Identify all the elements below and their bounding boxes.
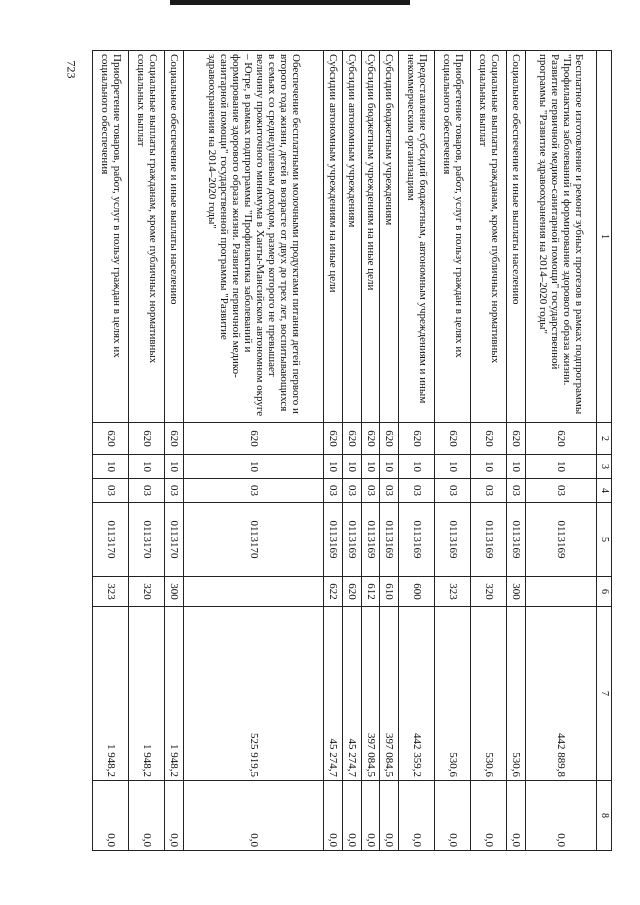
row-subsection-code: 03	[380, 479, 399, 503]
row-amount: 442 359,2	[399, 607, 435, 781]
row-ministry-code: 620	[435, 423, 471, 455]
row-section-code: 10	[342, 455, 361, 479]
row-expense-type-code	[184, 577, 324, 607]
row-ministry-code: 620	[526, 423, 597, 455]
row-target-item-code: 0113169	[435, 503, 471, 577]
row-ministry-code: 620	[361, 423, 380, 455]
row-section-code: 10	[129, 455, 165, 479]
row-amount: 1 948,2	[129, 607, 165, 781]
row-expense-type-code: 622	[324, 577, 343, 607]
header-row	[597, 51, 612, 851]
table-row	[184, 51, 324, 851]
row-subsection-code: 03	[129, 479, 165, 503]
table-row	[435, 51, 471, 851]
header-cell: 5	[597, 503, 612, 577]
row-ministry-code: 620	[507, 423, 526, 455]
row-description: Социальные выплаты гражданам, кроме публичных нормативных социальных выплат	[129, 51, 165, 423]
table-row	[471, 51, 507, 851]
row-section-code: 10	[184, 455, 324, 479]
row-description: Обеспечение бесплатными молочными продуктами питания детей первого и второго года жизни, детей в возрасте от двух до трех лет, воспитывающихся в семьях со среднедушевым доходом, размер которого не превышает величину прожиточного минимума в Ханты-Мансийском автономном округе – Югре, в рамках подпрограммы "Профилактика заболеваний и формирование здорового образа жизни. Развитие первичной медико-санитарной помощи" государственной программы "Развитие здравоохранения на 2014–2020 годы"	[184, 51, 324, 423]
row-expense-type-code: 320	[471, 577, 507, 607]
table-row	[526, 51, 597, 851]
row-section-code: 10	[399, 455, 435, 479]
row-expense-type-code: 300	[507, 577, 526, 607]
row-ministry-code: 620	[342, 423, 361, 455]
row-amount-2: 0,0	[380, 781, 399, 851]
row-ministry-code: 620	[165, 423, 184, 455]
table-row	[507, 51, 526, 851]
row-amount-2: 0,0	[184, 781, 324, 851]
row-description: Субсидии автономным учреждениям	[342, 51, 361, 423]
table-row	[399, 51, 435, 851]
row-expense-type-code: 320	[129, 577, 165, 607]
budget-table	[92, 50, 612, 851]
row-amount-2: 0,0	[129, 781, 165, 851]
row-section-code: 10	[165, 455, 184, 479]
row-amount: 45 274,7	[324, 607, 343, 781]
row-description: Субсидии бюджетным учреждениям на иные цели	[361, 51, 380, 423]
row-target-item-code: 0113169	[507, 503, 526, 577]
row-expense-type-code: 612	[361, 577, 380, 607]
header-cell: 6	[597, 577, 612, 607]
row-amount-2: 0,0	[324, 781, 343, 851]
scan-top-bar	[170, 0, 410, 5]
row-description: Субсидии автономным учреждениям на иные цели	[324, 51, 343, 423]
row-amount: 442 889,8	[526, 607, 597, 781]
row-section-code: 10	[526, 455, 597, 479]
row-description: Социальное обеспечение и иные выплаты населению	[165, 51, 184, 423]
row-expense-type-code: 620	[342, 577, 361, 607]
row-amount-2: 0,0	[435, 781, 471, 851]
row-target-item-code: 0113170	[93, 503, 129, 577]
row-section-code: 10	[361, 455, 380, 479]
row-expense-type-code: 323	[435, 577, 471, 607]
row-subsection-code: 03	[435, 479, 471, 503]
row-subsection-code: 03	[324, 479, 343, 503]
row-section-code: 10	[93, 455, 129, 479]
table-row	[342, 51, 361, 851]
row-section-code: 10	[471, 455, 507, 479]
row-description: Социальное обеспечение и иные выплаты населению	[507, 51, 526, 423]
row-description: Предоставление субсидий бюджетным, автономным учреждениям и иным некоммерческим организациям	[399, 51, 435, 423]
row-subsection-code: 03	[507, 479, 526, 503]
row-target-item-code: 0113169	[526, 503, 597, 577]
row-description: Социальные выплаты гражданам, кроме публичных нормативных социальных выплат	[471, 51, 507, 423]
row-description: Субсидии бюджетным учреждениям	[380, 51, 399, 423]
row-target-item-code: 0113170	[129, 503, 165, 577]
row-section-code: 10	[380, 455, 399, 479]
row-amount-2: 0,0	[471, 781, 507, 851]
table-row	[361, 51, 380, 851]
row-amount-2: 0,0	[361, 781, 380, 851]
row-amount: 397 084,5	[380, 607, 399, 781]
row-ministry-code: 620	[399, 423, 435, 455]
row-expense-type-code	[526, 577, 597, 607]
row-subsection-code: 03	[342, 479, 361, 503]
row-amount: 1 948,2	[93, 607, 129, 781]
row-amount-2: 0,0	[165, 781, 184, 851]
row-expense-type-code: 323	[93, 577, 129, 607]
header-cell: 8	[597, 781, 612, 851]
row-expense-type-code: 600	[399, 577, 435, 607]
row-ministry-code: 620	[324, 423, 343, 455]
row-subsection-code: 03	[471, 479, 507, 503]
row-amount: 1 948,2	[165, 607, 184, 781]
row-target-item-code: 0113169	[399, 503, 435, 577]
table-body	[93, 51, 597, 851]
row-amount-2: 0,0	[399, 781, 435, 851]
header-cell: 2	[597, 423, 612, 455]
rotated-table-container	[92, 50, 612, 850]
row-amount: 530,6	[471, 607, 507, 781]
header-cell: 4	[597, 479, 612, 503]
row-ministry-code: 620	[129, 423, 165, 455]
row-amount-2: 0,0	[526, 781, 597, 851]
header-cell: 1	[597, 51, 612, 423]
row-amount: 397 084,5	[361, 607, 380, 781]
row-target-item-code: 0113169	[324, 503, 343, 577]
row-amount-2: 0,0	[342, 781, 361, 851]
row-target-item-code: 0113170	[165, 503, 184, 577]
row-description: Бесплатное изготовление и ремонт зубных протезов в рамках подпрограммы "Профилактика заболеваний и формирование здорового образа жизни. Развитие первичной медико-санитарной помощи" государственной программы "Развитие здравоохранения на 2014–2020 годы"	[526, 51, 597, 423]
row-target-item-code: 0113169	[342, 503, 361, 577]
table-row	[165, 51, 184, 851]
row-ministry-code: 620	[471, 423, 507, 455]
table-row	[93, 51, 129, 851]
row-target-item-code: 0113170	[184, 503, 324, 577]
table-row	[380, 51, 399, 851]
page-number: 723	[64, 60, 79, 79]
row-description: Приобретение товаров, работ, услуг в пользу граждан в целях их социального обеспечения	[435, 51, 471, 423]
row-amount: 530,6	[507, 607, 526, 781]
row-target-item-code: 0113169	[361, 503, 380, 577]
row-section-code: 10	[324, 455, 343, 479]
row-subsection-code: 03	[399, 479, 435, 503]
header-cell: 7	[597, 607, 612, 781]
table-row	[324, 51, 343, 851]
row-ministry-code: 620	[184, 423, 324, 455]
row-expense-type-code: 610	[380, 577, 399, 607]
row-subsection-code: 03	[184, 479, 324, 503]
row-ministry-code: 620	[380, 423, 399, 455]
row-target-item-code: 0113169	[380, 503, 399, 577]
row-subsection-code: 03	[361, 479, 380, 503]
row-amount: 530,6	[435, 607, 471, 781]
row-section-code: 10	[435, 455, 471, 479]
row-section-code: 10	[507, 455, 526, 479]
row-description: Приобретение товаров, работ, услуг в пользу граждан в целях их социального обеспечения	[93, 51, 129, 423]
row-subsection-code: 03	[93, 479, 129, 503]
row-subsection-code: 03	[165, 479, 184, 503]
row-amount: 525 919,5	[184, 607, 324, 781]
row-amount-2: 0,0	[93, 781, 129, 851]
table-row	[129, 51, 165, 851]
row-amount: 45 274,7	[342, 607, 361, 781]
row-ministry-code: 620	[93, 423, 129, 455]
row-subsection-code: 03	[526, 479, 597, 503]
row-amount-2: 0,0	[507, 781, 526, 851]
header-cell: 3	[597, 455, 612, 479]
row-expense-type-code: 300	[165, 577, 184, 607]
row-target-item-code: 0113169	[471, 503, 507, 577]
